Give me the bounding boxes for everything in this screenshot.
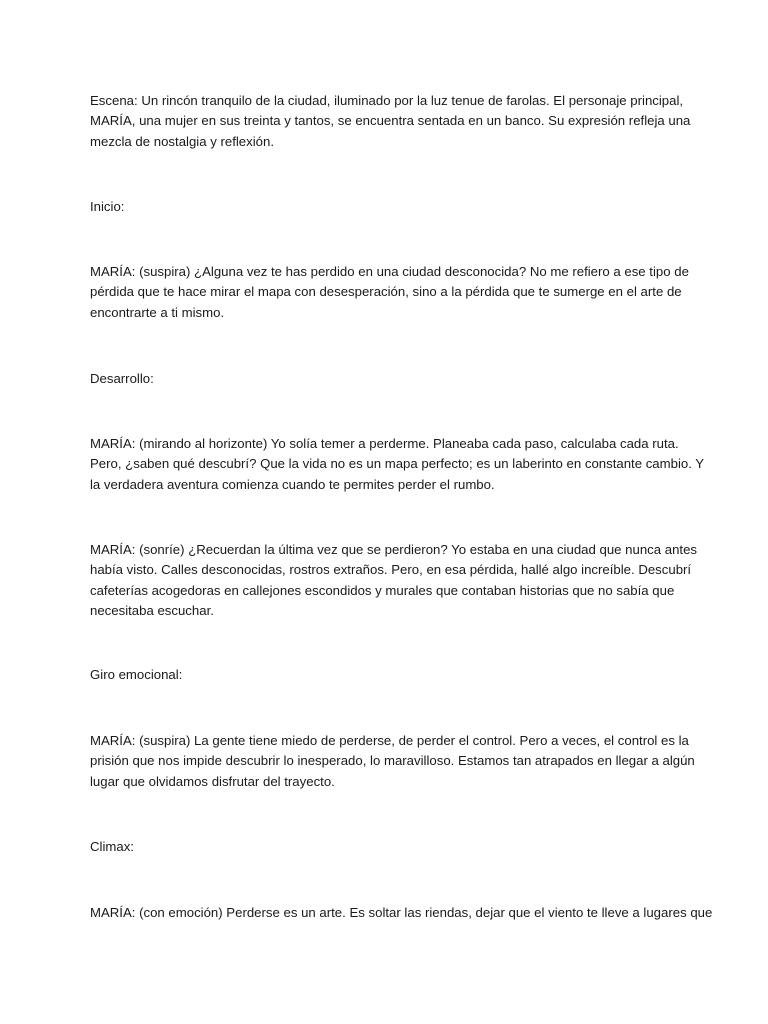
section-heading-inicio <box>90 197 690 217</box>
text-line: MARÍA, una mujer en sus treinta y tantos, se encuentra sentada en un banco. Su expresión refleja una <box>90 113 691 129</box>
paragraph-maria-2 <box>90 434 705 495</box>
text-line: MARÍA: (sonríe) ¿Recuerdan la última vez que se perdieron? Yo estaba en una ciudad que nunca antes <box>90 542 698 557</box>
text-line: encontrarte a ti mismo. <box>90 304 225 320</box>
text-line: MARÍA: (suspira) ¿Alguna vez te has perdido en una ciudad desconocida? No me refiero a ese tipo de <box>90 264 689 279</box>
section-heading-giro-emocional <box>90 665 690 685</box>
text-line: Inicio: <box>90 199 125 214</box>
text-line: MARÍA: (con emoción) Perderse es un arte. Es soltar las riendas, dejar que el viento te lleve a lugares que <box>90 905 713 920</box>
text-line: lugar que olvidamos disfrutar del trayecto. <box>90 773 335 789</box>
text-line: pérdida que te hace mirar el mapa con desesperación, sino a la pérdida que te sumerge en el arte de <box>90 284 682 300</box>
text-line: Escena: Un rincón tranquilo de la ciudad, iluminado por la luz tenue de farolas. El personaje principal, <box>90 93 684 108</box>
text-line: Climax: <box>90 839 134 854</box>
paragraph-maria-3 <box>90 540 698 621</box>
section-heading-climax <box>90 837 690 857</box>
text-line: necesitaba escuchar. <box>90 602 214 618</box>
paragraph-maria-1 <box>90 262 690 323</box>
text-line: cafeterías acogedoras en callejones escondidos y murales que contaban historias que no sabía que <box>90 582 675 598</box>
text-line: había visto. Calles desconocidas, rostros extraños. Pero, en esa pérdida, hallé algo increíble. Descubrí <box>90 562 692 578</box>
text-line: la verdadera aventura comienza cuando te permites perder el rumbo. <box>90 476 495 492</box>
text-line: Giro emocional: <box>90 667 183 682</box>
paragraph-maria-5 <box>90 903 713 923</box>
paragraph-escena <box>90 91 690 152</box>
text-line: MARÍA: (suspira) La gente tiene miedo de perderse, de perder el control. Pero a veces, el control es la <box>90 733 689 748</box>
text-line: MARÍA: (mirando al horizonte) Yo solía temer a perderme. Planeaba cada paso, calculaba cada ruta. <box>90 436 679 451</box>
text-line: mezcla de nostalgia y reflexión. <box>90 133 274 149</box>
text-line: Pero, ¿saben qué descubrí? Que la vida no es un mapa perfecto; es un laberinto en constante cambio. Y <box>90 456 705 472</box>
text-line: prisión que nos impide descubrir lo inesperado, lo maravilloso. Estamos tan atrapados en llegar a algún <box>90 753 695 769</box>
paragraph-maria-4 <box>90 731 695 792</box>
text-line: Desarrollo: <box>90 371 154 386</box>
section-heading-desarrollo <box>90 369 690 389</box>
